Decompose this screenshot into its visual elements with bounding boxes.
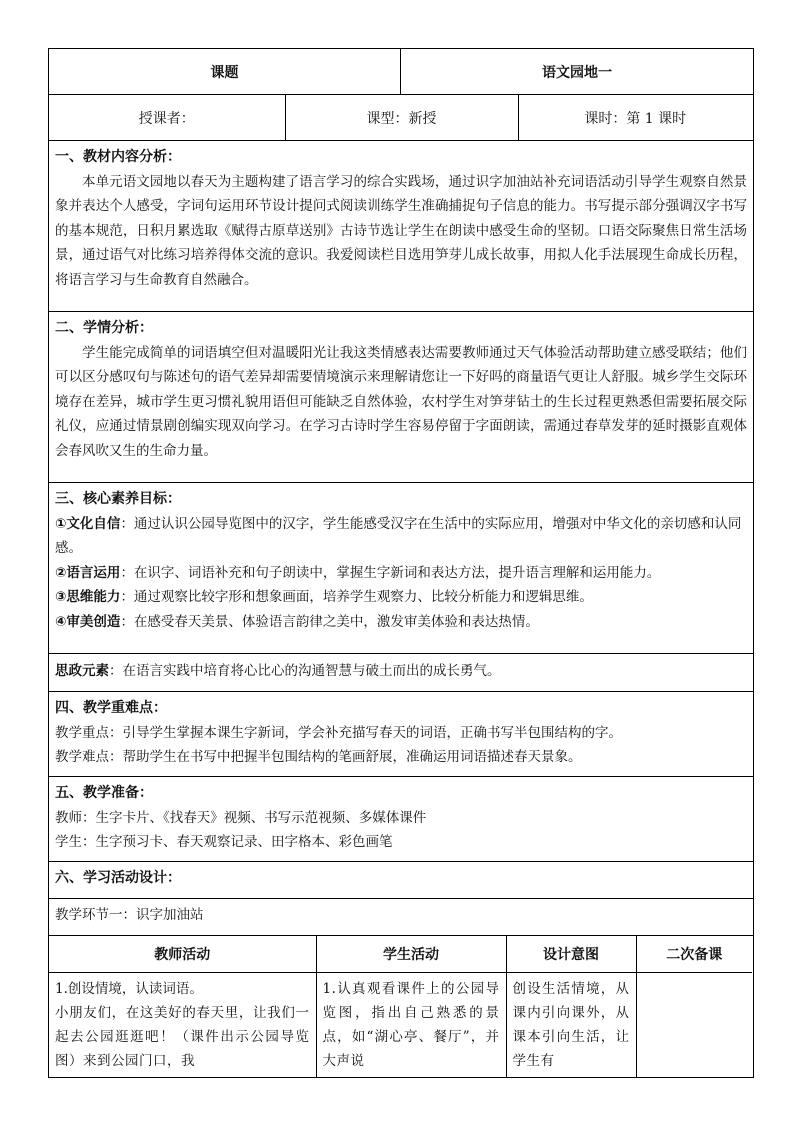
key-points-title: 四、教学重难点： <box>55 700 167 716</box>
goal-label: ④审美创造 <box>55 613 121 630</box>
goal-item <box>55 561 747 586</box>
core-goals-row <box>49 483 754 654</box>
meta-inner-table <box>49 95 752 140</box>
topic-value: 语文园地一 <box>401 49 754 95</box>
goal-text: ：通过认识公园导览图中的汉字，学生能感受汉字在生活中的实际应用，增强对中华文化的亲切感和认同感。 <box>55 515 742 556</box>
key-points-row <box>49 692 754 777</box>
lesson-type-field: 课型：新授 <box>285 95 518 140</box>
ideology-text: ：在语言实践中培育将心比心的沟通智慧与破土而出的成长勇气。 <box>109 663 501 679</box>
preparation-line: 学生：生字预习卡、春天观察记录、田字格本、彩色画笔 <box>55 834 393 850</box>
content-analysis-title: 一、教材内容分析： <box>55 149 181 165</box>
goal-item <box>55 585 747 610</box>
header-student-activity: 学生活动 <box>316 936 506 973</box>
header-design-intent: 设计意图 <box>506 936 636 973</box>
preparation-row <box>49 777 754 862</box>
student-analysis-body: 学生能完成简单的词语填空但对温暖阳光让我这类情感表达需要教师通过天气体验活动帮助建立感受联结；他们可以区分感叹句与陈述句的语气差异却需要情境演示来理解请您让一下好吗的商量语气更让人舒服。城乡学生交际环境存在差异，城市学生更习惯礼貌用语但可能缺乏自然体验，农村学生对笋芽钻土的生长过程更熟悉但需要拓展交际礼仪，应通过情景剧创编实现双向学习。在学习古诗时学生容易停留于字面朗读，需通过春草发芽的延时摄影直观体会春风吹又生的生命力量。 <box>55 344 747 459</box>
content-analysis-row <box>49 141 754 312</box>
student-activity-cell: 1.认真观看课件上的公园导览图，指出自己熟悉的景点，如“湖心亭、餐厅”，并大声说 <box>316 973 506 1078</box>
teacher-activity-cell <box>49 973 316 1078</box>
lesson-plan-sheet <box>48 48 753 1078</box>
ideology-row <box>49 654 754 692</box>
lesson-plan-table <box>48 48 754 1078</box>
activity-header-row <box>49 936 752 973</box>
topic-label: 课题 <box>49 49 401 95</box>
goal-label: ①文化自信 <box>55 515 121 532</box>
lesson-time-field: 课时：第 1 课时 <box>584 110 687 127</box>
activity-table <box>49 936 752 1077</box>
goal-text: ：在感受春天美景、体验语言韵律之美中，激发审美体验和表达热情。 <box>120 613 539 630</box>
meta-row <box>49 95 754 141</box>
goal-item <box>55 512 747 561</box>
core-goals-title: 三、核心素养目标： <box>55 491 181 507</box>
activity-design-row <box>49 862 754 899</box>
goal-item <box>55 610 747 635</box>
teacher-activity-line: 1.创设情境，认读词语。 <box>55 981 203 997</box>
content-analysis-body: 本单元语文园地以春天为主题构建了语言学习的综合实践场，通过识字加油站补充词语活动引导学生观察自然景象并表达个人感受，字词句运用环节设计提问式阅读训练学生准确捕捉句子信息的能力。书写提示部分强调汉字书写的基本规范，日积月累选取《赋得古原草送别》古诗节选让学生在朗读中感受生命的坚韧。口语交际聚焦日常生活场景，通过语气对比练习培养得体交流的意识。我爱阅读栏目选用笋芽儿成长故事，用拟人化手法展现生命成长历程，将语言学习与生命教育自然融合。 <box>55 173 747 288</box>
activity-design-title: 六、学习活动设计： <box>55 870 181 886</box>
ideology-label: 思政元素 <box>55 663 109 679</box>
preparation-line: 教师：生字卡片、《找春天》视频、书写示范视频、多媒体课件 <box>55 809 427 826</box>
goal-label: ②语言运用 <box>55 564 121 581</box>
preparation-title: 五、教学准备： <box>55 785 153 801</box>
design-intent-cell: 创设生活情境，从课内引向课外，从课本引向生活，让学生有 <box>506 973 636 1078</box>
goal-text: ：通过观察比较字形和想象画面，培养学生观察力、比较分析能力和逻辑思维。 <box>120 589 593 605</box>
activity-body-row <box>49 973 752 1078</box>
key-point-line: 教学重点：引导学生掌握本课生字新词，学会补充描写春天的词语，正确书写半包围结构的字。 <box>55 724 622 741</box>
header-teacher-activity: 教师活动 <box>49 936 316 973</box>
student-analysis-title: 二、学情分析： <box>55 320 153 336</box>
activity-table-row <box>49 936 754 1078</box>
teacher-field: 授课者： <box>49 95 285 140</box>
title-row <box>49 49 754 95</box>
header-second-prep: 二次备课 <box>636 936 752 973</box>
stage-row <box>49 899 754 936</box>
teacher-activity-line: 小朋友们，在这美好的春天里，让我们一起去公园逛逛吧！（课件出示公园导览图）来到公园门口，我 <box>55 1005 310 1069</box>
goal-label: ③思维能力 <box>55 589 121 605</box>
second-prep-cell <box>636 973 752 1078</box>
goal-text: ：在识字、词语补充和句子朗读中，掌握生字新词和表达方法，提升语言理解和运用能力。 <box>120 564 661 581</box>
key-point-line: 教学难点：帮助学生在书写中把握半包围结构的笔画舒展，准确运用词语描述春天景象。 <box>55 749 582 765</box>
student-analysis-row <box>49 312 754 483</box>
stage-label: 教学环节一：识字加油站 <box>55 907 204 923</box>
